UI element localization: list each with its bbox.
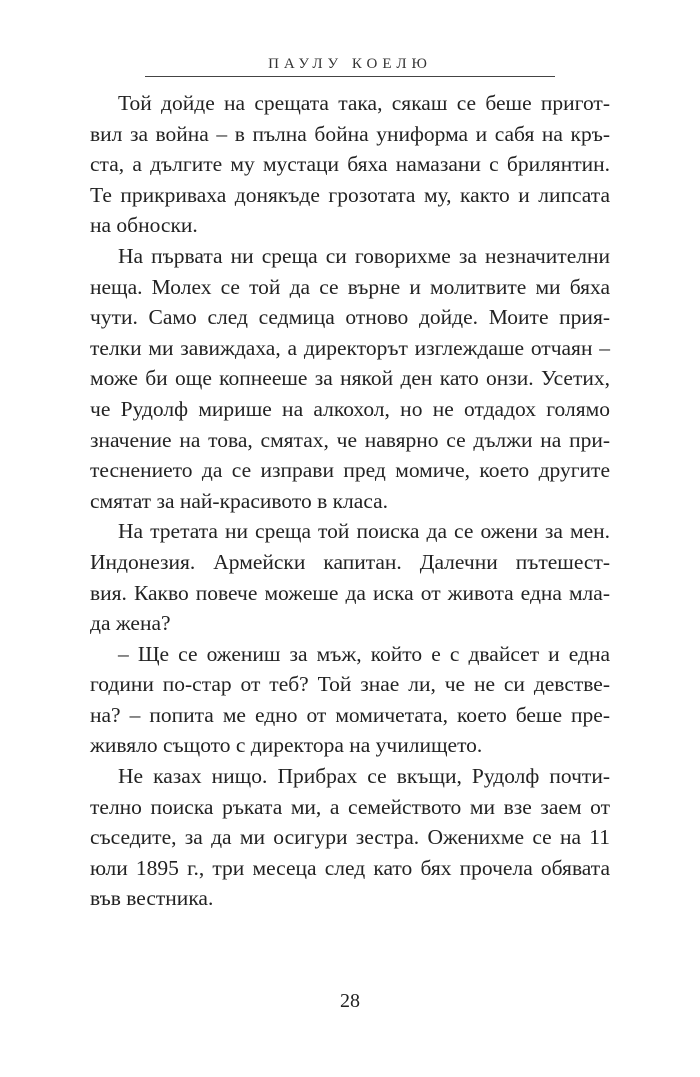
text-line: Те прикриваха донякъде грозотата му, както и липсата <box>90 182 610 207</box>
paragraph-4 <box>90 639 610 761</box>
text-line: На първата ни среща си говорихме за незначителни <box>118 243 610 268</box>
text-line: на? – попита ме едно от момичетата, което беше пре- <box>90 702 610 727</box>
text-line: на обноски. <box>90 213 198 238</box>
text-line: неща. Молех се той да се върне и молитвите ми бяха <box>90 274 610 299</box>
paragraph-2 <box>90 241 610 516</box>
body-text <box>90 88 610 914</box>
text-line: Той дойде на срещата така, сякаш се беше пригот- <box>118 91 610 115</box>
text-line: да жена? <box>90 611 171 636</box>
paragraph-3 <box>90 516 610 638</box>
text-line: юли 1895 г., три месеца след като бях прочела обявата <box>90 855 610 880</box>
text-line: във вестника. <box>90 886 214 911</box>
text-line: съседите, за да ми осигури зестра. Оженихме се на 11 <box>90 825 610 850</box>
text-line: На третата ни среща той поиска да се ожени за мен. <box>118 519 610 544</box>
text-line: телки ми завиждаха, а директорът изглеждаше отчаян – <box>90 335 610 360</box>
running-head-rule <box>145 76 555 77</box>
text-line: Не казах нищо. Прибрах се вкъщи, Рудолф почти- <box>118 764 610 789</box>
text-line: живяло същото с директора на училището. <box>90 733 483 758</box>
paragraph-1 <box>90 88 610 241</box>
text-line: вил за война – в пълна бойна униформа и сабя на кръ- <box>90 121 610 146</box>
text-line: вия. Какво повече можеше да иска от живота една мла- <box>90 580 610 605</box>
text-line: години по-стар от теб? Той знае ли, че не си девстве- <box>90 672 610 697</box>
text-line: може би още копнееше за някой ден като онзи. Усетих, <box>90 366 610 391</box>
running-head: ПАУЛУ КОЕЛЮ <box>268 56 432 72</box>
text-line: значение на това, смятах, че навярно се дължи на при- <box>90 427 610 452</box>
page-number: 28 <box>340 990 360 1012</box>
text-line: теснението да се изправи пред момиче, което другите <box>90 458 610 483</box>
text-line: чути. Само след седмица отново дойде. Моите прия- <box>90 305 610 330</box>
text-line: телно поиска ръката ми, а семейството ми взе заем от <box>90 794 610 819</box>
text-line: смятат за най-красивото в класа. <box>90 488 389 513</box>
text-line: че Рудолф мирише на алкохол, но не отдадох голямо <box>90 396 610 421</box>
text-line: ста, а дългите му мустаци бяха намазани с брилянтин. <box>90 152 610 177</box>
text-line: – Ще се ожениш за мъж, който е с двайсет и една <box>118 641 610 666</box>
text-line: Индонезия. Армейски капитан. Далечни пътешест- <box>90 549 610 574</box>
paragraph-5 <box>90 761 610 914</box>
